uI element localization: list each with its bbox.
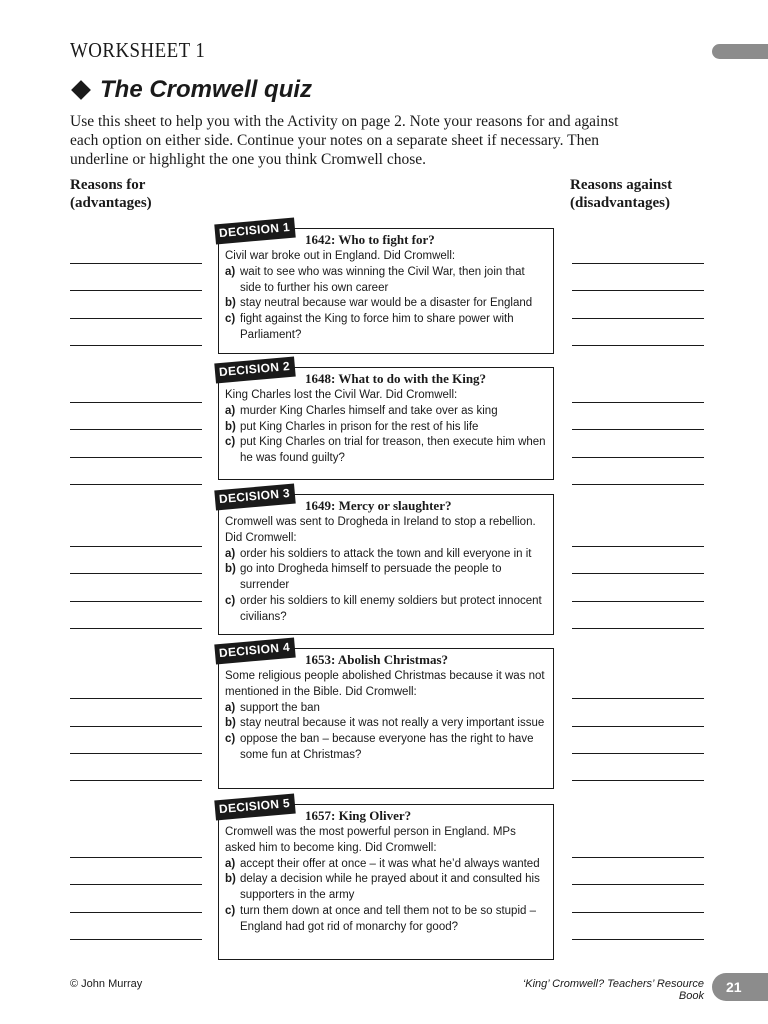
option-a (225, 701, 547, 717)
reasons-for-sublabel: (advantages) (70, 195, 152, 211)
decision-heading: 1642: Who to fight for? (305, 232, 435, 247)
option-text: put King Charles on trial for treason, then execute him when he was found guilty? (240, 436, 546, 465)
decision-heading: 1653: Abolish Christmas? (305, 652, 449, 667)
option-b (225, 872, 547, 904)
title-row (70, 76, 312, 104)
decision-prompt: Civil war broke out in England. Did Cromwell: (225, 250, 456, 262)
writing-line[interactable] (572, 628, 704, 629)
option-text: accept their offer at once – it was what he’d always wanted (240, 857, 540, 870)
writing-line[interactable] (70, 457, 202, 458)
option-letter: c) (225, 594, 236, 607)
decision-box-5 (218, 795, 554, 960)
option-letter: a) (225, 857, 236, 870)
option-letter: a) (225, 404, 236, 417)
option-text: turn them down at once and tell them not to be so stupid – England had got rid of monarchy for good? (240, 904, 536, 933)
option-letter: c) (225, 313, 236, 326)
option-c (225, 904, 547, 936)
option-text: oppose the ban – because everyone has the right to have some fun at Christmas? (240, 733, 534, 761)
decision-prompt: King Charles lost the Civil War. Did Cromwell: (225, 389, 458, 401)
writing-line[interactable] (70, 546, 202, 547)
writing-line[interactable] (572, 263, 704, 264)
footer-book-title: ‘King’ Cromwell? Teachers’ Resource Book (522, 978, 704, 1002)
intro-text: Use this sheet to help you with the Activity on page 2. Note your reasons for and against each option on either side. Continue your notes on a separate sheet if necessary. Then underline or highlight the one you think Cromwell chose. (70, 113, 619, 168)
option-c (225, 312, 547, 344)
writing-line[interactable] (572, 753, 704, 754)
option-text: put King Charles in prison for the rest of his life (240, 420, 479, 433)
option-text: murder King Charles himself and take over as king (240, 404, 498, 417)
reasons-against-label: Reasons against (570, 177, 673, 193)
decision-prompt: Some religious people abolished Christmas because it was not mentioned in the Bible. Did Cromwell: (225, 670, 545, 698)
option-letter: a) (225, 265, 236, 278)
option-a (225, 857, 547, 873)
writing-line[interactable] (70, 263, 202, 264)
option-letter: c) (225, 733, 236, 746)
decision-prompt: Cromwell was sent to Drogheda in Ireland to stop a rebellion. Did Cromwell: (225, 516, 536, 544)
option-text: support the ban (240, 701, 320, 714)
writing-line[interactable] (70, 345, 202, 346)
writing-line[interactable] (70, 573, 202, 574)
decision-prompt: Cromwell was the most powerful person in England. MPs asked him to become king. Did Cromwell: (225, 826, 516, 854)
writing-line[interactable] (572, 780, 704, 781)
writing-line[interactable] (572, 345, 704, 346)
writing-line[interactable] (572, 318, 704, 319)
decision-box-4 (218, 639, 554, 789)
option-letter: b) (225, 873, 236, 886)
writing-line[interactable] (70, 857, 202, 858)
option-b (225, 420, 547, 436)
option-b (225, 562, 547, 594)
decision-box-3 (218, 485, 554, 635)
writing-line[interactable] (70, 290, 202, 291)
writing-line[interactable] (70, 318, 202, 319)
option-text: stay neutral because war would be a disaster for England (240, 297, 533, 310)
writing-line[interactable] (572, 402, 704, 403)
writing-line[interactable] (572, 484, 704, 485)
writing-line[interactable] (572, 290, 704, 291)
option-c (225, 732, 547, 764)
option-letter: b) (225, 420, 236, 433)
worksheet-label: WORKSHEET 1 (70, 38, 206, 62)
writing-line[interactable] (70, 429, 202, 430)
writing-line[interactable] (70, 726, 202, 727)
writing-line[interactable] (70, 753, 202, 754)
option-b (225, 716, 547, 732)
writing-line[interactable] (572, 546, 704, 547)
writing-line[interactable] (70, 780, 202, 781)
option-text: fight against the King to force him to share power with Parliament? (240, 313, 514, 341)
decision-tag: DECISION 3 (214, 484, 295, 511)
reasons-for-label: Reasons for (70, 177, 146, 193)
writing-line[interactable] (572, 939, 704, 940)
option-letter: b) (225, 297, 236, 310)
option-text: stay neutral because it was not really a very important issue (240, 717, 545, 730)
writing-line[interactable] (572, 457, 704, 458)
option-a (225, 547, 547, 563)
option-text: order his soldiers to kill enemy soldiers but protect innocent civilians? (240, 594, 542, 623)
option-text: delay a decision while he prayed about it and consulted his supporters in the army (240, 873, 540, 902)
writing-line[interactable] (572, 912, 704, 913)
writing-line[interactable] (572, 884, 704, 885)
decision-heading: 1657: King Oliver? (305, 808, 412, 823)
option-text: order his soldiers to attack the town and kill everyone in it (240, 547, 532, 560)
decision-heading: 1648: What to do with the King? (305, 371, 487, 386)
option-letter: a) (225, 547, 236, 560)
writing-line[interactable] (572, 601, 704, 602)
page-title: The Cromwell quiz (100, 76, 313, 103)
writing-line[interactable] (572, 429, 704, 430)
option-a (225, 265, 547, 297)
option-letter: a) (225, 701, 236, 714)
reasons-for-heading (70, 176, 152, 212)
decision-box-1 (218, 219, 554, 354)
decision-tag: DECISION 4 (214, 638, 295, 665)
writing-line[interactable] (572, 698, 704, 699)
writing-line[interactable] (70, 484, 202, 485)
writing-line[interactable] (70, 601, 202, 602)
writing-line[interactable] (70, 939, 202, 940)
writing-line[interactable] (572, 857, 704, 858)
writing-line[interactable] (572, 726, 704, 727)
writing-line[interactable] (70, 912, 202, 913)
option-letter: c) (225, 436, 236, 449)
writing-line[interactable] (70, 698, 202, 699)
writing-line[interactable] (70, 884, 202, 885)
reasons-against-heading (570, 176, 672, 212)
option-text: go into Drogheda himself to persuade the people to surrender (240, 563, 502, 592)
decision-heading: 1649: Mercy or slaughter? (305, 498, 452, 513)
option-text: wait to see who was winning the Civil War, then join that side to further his own career (240, 265, 525, 294)
option-letter: b) (225, 717, 236, 730)
decision-tag: DECISION 5 (214, 794, 295, 821)
writing-line[interactable] (70, 628, 202, 629)
decision-tag: DECISION 2 (214, 357, 295, 384)
option-c (225, 435, 547, 467)
option-a (225, 404, 547, 420)
option-letter: c) (225, 904, 236, 917)
page-number: 21 (712, 973, 768, 1001)
writing-line[interactable] (572, 573, 704, 574)
header-tab (712, 44, 768, 59)
option-b (225, 296, 547, 312)
decision-box-2 (218, 358, 554, 480)
footer-copyright: © John Murray (70, 978, 143, 990)
option-letter: b) (225, 563, 236, 576)
reasons-against-sublabel: (disadvantages) (570, 195, 671, 211)
diamond-icon (71, 80, 91, 100)
decision-tag: DECISION 1 (214, 218, 295, 245)
option-c (225, 594, 547, 626)
writing-line[interactable] (70, 402, 202, 403)
